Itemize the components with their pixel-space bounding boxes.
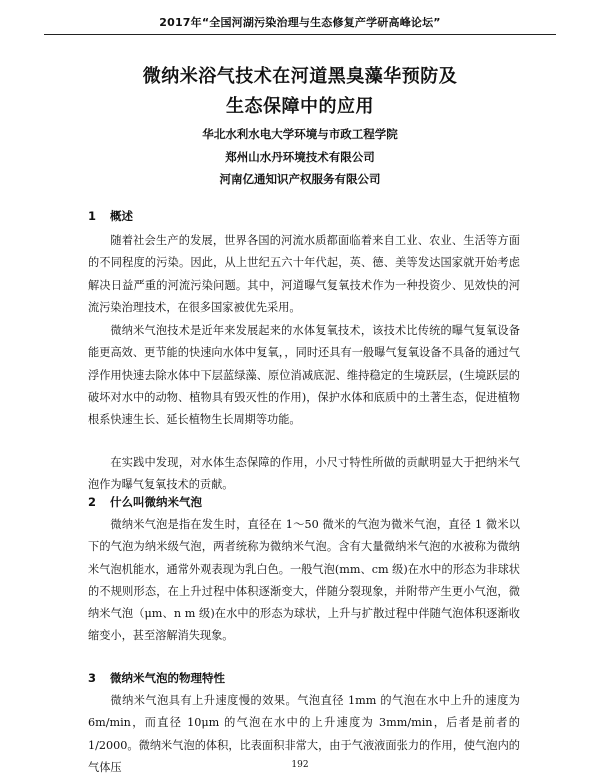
paragraph: 在实践中发现，对水体生态保障的作用，小尺寸特性所做的贡献明显大于把纳米气泡作为曝气复氧技术的贡献。: [88, 456, 520, 492]
paper-title-line-1: 微纳米浴气技术在河道黑臭藻华预防及: [142, 66, 458, 87]
paragraph: 微纳米气泡技术是近年来发展起来的水体复氧技术，该技术比传统的曝气复氧设备能更高效、更节能的快速向水体中复氧，，同时还具有一般曝气复氧设备不具备的通过气浮作用快速去除水体中下层蓝绿藻、原位消减底泥、维持稳定的生境跃层，(生境跃层的破坏对水中的动物、植物具有毁灭性的作用)，保护水体和底质中的土著生态，促进植物根系快速生长、延长植物生长周期等功能。: [88, 324, 520, 427]
section-title: 微纳米气泡的物理特性: [110, 671, 225, 685]
section-title: 什么叫微纳米气泡: [110, 495, 202, 509]
section-heading-1: [88, 208, 520, 224]
header-rule: [44, 34, 556, 35]
paragraph: 微纳米气泡具有上升速度慢的效果。气泡直径 1mm 的气泡在水中上升的速度为 6m/min，而直径 10μm 的气泡在水中的上升速度为 3mm/min，后者是前者的 1/2000。微纳米气泡的体积，比表面积非常大，由于气液液面张力的作用，使气泡内的气体压: [88, 694, 520, 774]
affiliation-1: 华北水利水电大学环境与市政工程学院: [202, 127, 398, 141]
section-title: 概述: [110, 209, 133, 223]
section-number: 2: [88, 495, 97, 509]
running-header: 2017年“全国河湖污染治理与生态修复产学研高峰论坛”: [159, 16, 441, 29]
paper-title-line-2: 生态保障中的应用: [226, 96, 374, 117]
page-number: 192: [291, 760, 309, 770]
section-heading-3: [88, 670, 520, 686]
section-number: 3: [88, 671, 97, 685]
affiliation-3: 河南亿通知识产权服务有限公司: [219, 172, 381, 186]
section-number: 1: [88, 209, 97, 223]
section-heading-2: [88, 494, 520, 510]
paragraph: 微纳米气泡是指在发生时，直径在 1～50 微米的气泡为微米气泡，直径 1 微米以下的气泡为纳米级气泡，两者统称为微纳米气泡。含有大量微纳米气泡的水被称为微纳米气泡机能水，通常外观表现为乳白色。一般气泡(mm、cm 级)在水中的形态为非球状的不规则形态，在上升过程中体积逐渐变大，伴随分裂现象，并附带产生更小气泡，微纳米气泡（μm、n m 级)在水中的形态为球状，上升与扩散过程中伴随气泡体积逐渐收缩变小，甚至溶解消失现象。: [88, 518, 520, 643]
paragraph: 随着社会生产的发展，世界各国的河流水质都面临着来自工业、农业、生活等方面的不同程度的污染。因此，从上世纪五六十年代起，英、德、美等发达国家就开始考虑解决日益严重的河流污染问题。其中，河道曝气复氧技术作为一种投资少、见效快的河流污染治理技术，在很多国家被优先采用。: [88, 234, 520, 314]
affiliation-2: 郑州山水丹环境技术有限公司: [225, 150, 375, 164]
